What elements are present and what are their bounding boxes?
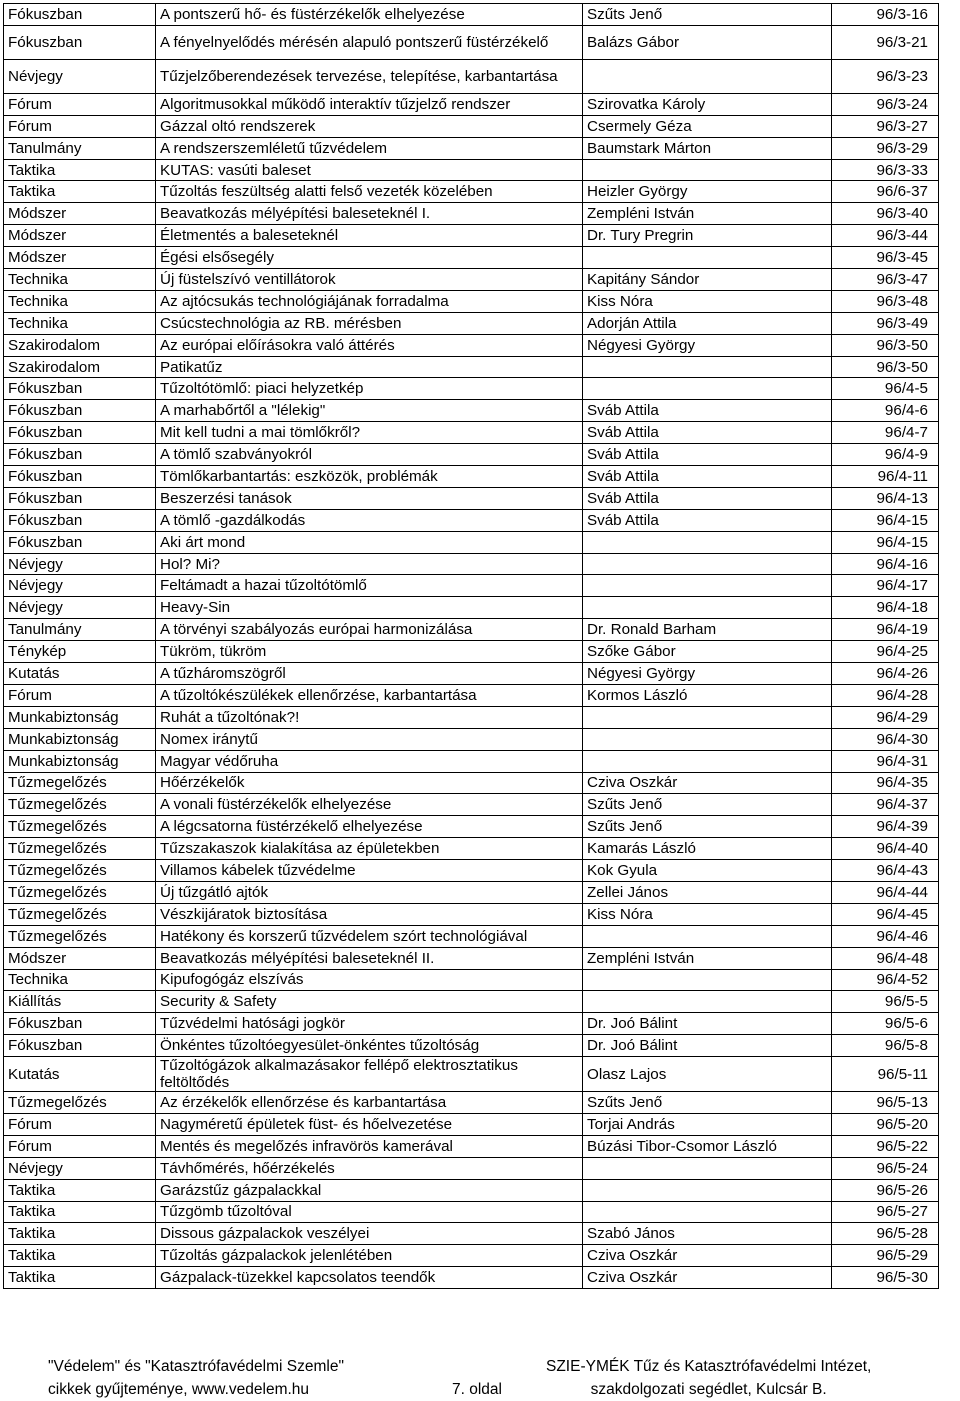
- category-cell: Névjegy: [4, 553, 156, 575]
- issue-cell: 96/4-28: [832, 684, 939, 706]
- title-cell: Égési elsősegély: [156, 247, 583, 269]
- issue-cell: 96/3-49: [832, 312, 939, 334]
- table-row: [4, 1035, 939, 1057]
- issue-cell: 96/4-16: [832, 553, 939, 575]
- category-cell: Taktika: [4, 159, 156, 181]
- category-cell: Fókuszban: [4, 487, 156, 509]
- author-cell: [583, 991, 832, 1013]
- table-row: [4, 1092, 939, 1114]
- table-row: [4, 422, 939, 444]
- author-cell: [583, 59, 832, 93]
- title-cell: Gázpalack-tüzekkel kapcsolatos teendők: [156, 1267, 583, 1289]
- author-cell: Cziva Oszkár: [583, 1267, 832, 1289]
- author-cell: [583, 706, 832, 728]
- issue-cell: 96/4-35: [832, 772, 939, 794]
- title-cell: Mit kell tudni a mai tömlőkről?: [156, 422, 583, 444]
- articles-table-body: [4, 4, 939, 1289]
- title-cell: Hatékony és korszerű tűzvédelem szórt technológiával: [156, 925, 583, 947]
- title-cell: Nomex iránytű: [156, 728, 583, 750]
- table-row: [4, 794, 939, 816]
- author-cell: Sváb Attila: [583, 487, 832, 509]
- author-cell: [583, 247, 832, 269]
- category-cell: Tűzmegelőzés: [4, 794, 156, 816]
- table-row: [4, 969, 939, 991]
- issue-cell: 96/4-29: [832, 706, 939, 728]
- issue-cell: 96/4-18: [832, 597, 939, 619]
- author-cell: Adorján Attila: [583, 312, 832, 334]
- issue-cell: 96/5-5: [832, 991, 939, 1013]
- author-cell: Zellei János: [583, 881, 832, 903]
- title-cell: Vészkijáratok biztosítása: [156, 903, 583, 925]
- title-cell: Tűzoltógázok alkalmazásakor fellépő elektrosztatikus feltöltődés: [156, 1057, 583, 1092]
- author-cell: Szűts Jenő: [583, 794, 832, 816]
- table-row: [4, 838, 939, 860]
- category-cell: Tűzmegelőzés: [4, 881, 156, 903]
- author-cell: Zempléni István: [583, 947, 832, 969]
- issue-cell: 96/4-13: [832, 487, 939, 509]
- issue-cell: 96/3-23: [832, 59, 939, 93]
- table-row: [4, 1223, 939, 1245]
- issue-cell: 96/3-27: [832, 115, 939, 137]
- footer-source-line-1: "Védelem" és "Katasztrófavédelmi Szemle": [48, 1358, 344, 1375]
- author-cell: [583, 925, 832, 947]
- issue-cell: 96/3-24: [832, 93, 939, 115]
- table-row: [4, 728, 939, 750]
- category-cell: Tűzmegelőzés: [4, 925, 156, 947]
- author-cell: Szőke Gábor: [583, 641, 832, 663]
- title-cell: A pontszerű hő- és füstérzékelők elhelyezése: [156, 4, 583, 26]
- issue-cell: 96/4-9: [832, 444, 939, 466]
- issue-cell: 96/3-48: [832, 290, 939, 312]
- table-row: [4, 1057, 939, 1092]
- author-cell: [583, 1179, 832, 1201]
- author-cell: [583, 553, 832, 575]
- title-cell: Beszerzési tanások: [156, 487, 583, 509]
- title-cell: Tűzoltás gázpalackok jelenlétében: [156, 1245, 583, 1267]
- issue-cell: 96/4-48: [832, 947, 939, 969]
- table-row: [4, 334, 939, 356]
- table-row: [4, 115, 939, 137]
- table-row: [4, 860, 939, 882]
- table-row: [4, 1135, 939, 1157]
- title-cell: Algoritmusokkal működő interaktív tűzjelző rendszer: [156, 93, 583, 115]
- issue-cell: 96/5-11: [832, 1057, 939, 1092]
- author-cell: Sváb Attila: [583, 422, 832, 444]
- title-cell: A tömlő -gazdálkodás: [156, 509, 583, 531]
- table-row: [4, 225, 939, 247]
- issue-cell: 96/5-28: [832, 1223, 939, 1245]
- author-cell: Csermely Géza: [583, 115, 832, 137]
- table-row: [4, 509, 939, 531]
- title-cell: Patikatűz: [156, 356, 583, 378]
- table-row: [4, 4, 939, 26]
- title-cell: Gázzal oltó rendszerek: [156, 115, 583, 137]
- author-cell: [583, 575, 832, 597]
- title-cell: Aki árt mond: [156, 531, 583, 553]
- category-cell: Módszer: [4, 947, 156, 969]
- issue-cell: 96/4-26: [832, 663, 939, 685]
- issue-cell: 96/4-43: [832, 860, 939, 882]
- issue-cell: 96/4-7: [832, 422, 939, 444]
- issue-cell: 96/4-17: [832, 575, 939, 597]
- category-cell: Fókuszban: [4, 378, 156, 400]
- category-cell: Kutatás: [4, 1057, 156, 1092]
- author-cell: Sváb Attila: [583, 466, 832, 488]
- author-cell: Kormos László: [583, 684, 832, 706]
- table-row: [4, 137, 939, 159]
- title-cell: Életmentés a baleseteknél: [156, 225, 583, 247]
- author-cell: Heizler György: [583, 181, 832, 203]
- issue-cell: 96/4-5: [832, 378, 939, 400]
- issue-cell: 96/5-8: [832, 1035, 939, 1057]
- author-cell: Cziva Oszkár: [583, 1245, 832, 1267]
- issue-cell: 96/4-6: [832, 400, 939, 422]
- title-cell: Nagyméretű épületek füst- és hőelvezetése: [156, 1113, 583, 1135]
- issue-cell: 96/3-50: [832, 356, 939, 378]
- category-cell: Kiállítás: [4, 991, 156, 1013]
- issue-cell: 96/4-39: [832, 816, 939, 838]
- title-cell: Az európai előírásokra való áttérés: [156, 334, 583, 356]
- title-cell: Tűzoltás feszültség alatti felső vezeték közelében: [156, 181, 583, 203]
- table-row: [4, 772, 939, 794]
- title-cell: Új tűzgátló ajtók: [156, 881, 583, 903]
- issue-cell: 96/3-50: [832, 334, 939, 356]
- table-row: [4, 1245, 939, 1267]
- author-cell: Kiss Nóra: [583, 290, 832, 312]
- category-cell: Tűzmegelőzés: [4, 816, 156, 838]
- author-cell: Dr. Ronald Barham: [583, 619, 832, 641]
- category-cell: Névjegy: [4, 1157, 156, 1179]
- category-cell: Taktika: [4, 1179, 156, 1201]
- title-cell: Magyar védőruha: [156, 750, 583, 772]
- issue-cell: 96/3-16: [832, 4, 939, 26]
- category-cell: Tűzmegelőzés: [4, 1092, 156, 1114]
- title-cell: Tűzoltótömlő: piaci helyzetkép: [156, 378, 583, 400]
- issue-cell: 96/5-26: [832, 1179, 939, 1201]
- issue-cell: 96/4-37: [832, 794, 939, 816]
- table-row: [4, 1179, 939, 1201]
- category-cell: Fókuszban: [4, 531, 156, 553]
- author-cell: Búzási Tibor-Csomor László: [583, 1135, 832, 1157]
- author-cell: [583, 356, 832, 378]
- category-cell: Technika: [4, 969, 156, 991]
- issue-cell: 96/4-44: [832, 881, 939, 903]
- table-row: [4, 750, 939, 772]
- table-row: [4, 356, 939, 378]
- category-cell: Technika: [4, 312, 156, 334]
- table-row: [4, 947, 939, 969]
- issue-cell: 96/3-47: [832, 269, 939, 291]
- table-row: [4, 575, 939, 597]
- author-cell: Dr. Tury Pregrin: [583, 225, 832, 247]
- author-cell: Szirovatka Károly: [583, 93, 832, 115]
- category-cell: Munkabiztonság: [4, 728, 156, 750]
- title-cell: Beavatkozás mélyépítési baleseteknél I.: [156, 203, 583, 225]
- category-cell: Fórum: [4, 684, 156, 706]
- table-row: [4, 706, 939, 728]
- category-cell: Fókuszban: [4, 1035, 156, 1057]
- title-cell: Villamos kábelek tűzvédelme: [156, 860, 583, 882]
- table-row: [4, 312, 939, 334]
- title-cell: Heavy-Sin: [156, 597, 583, 619]
- category-cell: Fórum: [4, 93, 156, 115]
- table-row: [4, 1201, 939, 1223]
- category-cell: Fórum: [4, 1113, 156, 1135]
- title-cell: Tűzgömb tűzoltóval: [156, 1201, 583, 1223]
- category-cell: Taktika: [4, 1223, 156, 1245]
- issue-cell: 96/4-15: [832, 531, 939, 553]
- issue-cell: 96/4-30: [832, 728, 939, 750]
- category-cell: Szakirodalom: [4, 356, 156, 378]
- table-row: [4, 619, 939, 641]
- title-cell: Garázstűz gázpalackkal: [156, 1179, 583, 1201]
- table-row: [4, 59, 939, 93]
- table-row: [4, 881, 939, 903]
- category-cell: Fókuszban: [4, 509, 156, 531]
- author-cell: [583, 531, 832, 553]
- table-row: [4, 597, 939, 619]
- category-cell: Kutatás: [4, 663, 156, 685]
- title-cell: Az érzékelők ellenőrzése és karbantartása: [156, 1092, 583, 1114]
- title-cell: Tűzjelzőberendezések tervezése, telepítése, karbantartása: [156, 59, 583, 93]
- category-cell: Taktika: [4, 1201, 156, 1223]
- table-row: [4, 159, 939, 181]
- author-cell: Sváb Attila: [583, 400, 832, 422]
- table-row: [4, 487, 939, 509]
- author-cell: Szűts Jenő: [583, 4, 832, 26]
- title-cell: A vonali füstérzékelők elhelyezése: [156, 794, 583, 816]
- title-cell: A tűzoltókészülékek ellenőrzése, karbantartása: [156, 684, 583, 706]
- category-cell: Tűzmegelőzés: [4, 772, 156, 794]
- category-cell: Fókuszban: [4, 4, 156, 26]
- title-cell: Dissous gázpalackok veszélyei: [156, 1223, 583, 1245]
- author-cell: Olasz Lajos: [583, 1057, 832, 1092]
- category-cell: Szakirodalom: [4, 334, 156, 356]
- table-row: [4, 663, 939, 685]
- author-cell: [583, 728, 832, 750]
- author-cell: [583, 1157, 832, 1179]
- issue-cell: 96/4-25: [832, 641, 939, 663]
- author-cell: Baumstark Márton: [583, 137, 832, 159]
- table-row: [4, 1013, 939, 1035]
- category-cell: Tanulmány: [4, 137, 156, 159]
- title-cell: Tűzszakaszok kialakítása az épületekben: [156, 838, 583, 860]
- author-cell: [583, 1201, 832, 1223]
- category-cell: Tűzmegelőzés: [4, 838, 156, 860]
- category-cell: Tűzmegelőzés: [4, 903, 156, 925]
- footer-source-line-2: cikkek gyűjteménye, www.vedelem.hu: [48, 1381, 310, 1398]
- title-cell: Feltámadt a hazai tűzoltótömlő: [156, 575, 583, 597]
- issue-cell: 96/3-45: [832, 247, 939, 269]
- category-cell: Névjegy: [4, 575, 156, 597]
- issue-cell: 96/3-29: [832, 137, 939, 159]
- title-cell: Tűzvédelmi hatósági jogkör: [156, 1013, 583, 1035]
- issue-cell: 96/3-33: [832, 159, 939, 181]
- table-row: [4, 247, 939, 269]
- author-cell: Cziva Oszkár: [583, 772, 832, 794]
- author-cell: Dr. Joó Bálint: [583, 1013, 832, 1035]
- title-cell: A rendszerszemléletű tűzvédelem: [156, 137, 583, 159]
- author-cell: [583, 969, 832, 991]
- author-cell: Zempléni István: [583, 203, 832, 225]
- issue-cell: 96/4-40: [832, 838, 939, 860]
- category-cell: Fókuszban: [4, 1013, 156, 1035]
- table-row: [4, 181, 939, 203]
- issue-cell: 96/5-24: [832, 1157, 939, 1179]
- title-cell: KUTAS: vasúti baleset: [156, 159, 583, 181]
- category-cell: Fókuszban: [4, 444, 156, 466]
- table-row: [4, 991, 939, 1013]
- title-cell: Új füstelszívó ventillátorok: [156, 269, 583, 291]
- issue-cell: 96/4-46: [832, 925, 939, 947]
- table-row: [4, 444, 939, 466]
- footer-page-number: 7. oldal: [452, 1381, 502, 1398]
- category-cell: Névjegy: [4, 597, 156, 619]
- table-row: [4, 531, 939, 553]
- issue-cell: 96/4-31: [832, 750, 939, 772]
- title-cell: Mentés és megelőzés infravörös kamerával: [156, 1135, 583, 1157]
- table-row: [4, 684, 939, 706]
- table-row: [4, 25, 939, 59]
- category-cell: Ténykép: [4, 641, 156, 663]
- title-cell: Csúcstechnológia az RB. mérésben: [156, 312, 583, 334]
- title-cell: Az ajtócsukás technológiájának forradalma: [156, 290, 583, 312]
- category-cell: Fórum: [4, 1135, 156, 1157]
- author-cell: Dr. Joó Bálint: [583, 1035, 832, 1057]
- footer-source: [48, 1355, 344, 1401]
- issue-cell: 96/3-21: [832, 25, 939, 59]
- title-cell: A tűzháromszögről: [156, 663, 583, 685]
- author-cell: [583, 750, 832, 772]
- issue-cell: 96/5-27: [832, 1201, 939, 1223]
- footer-institute-line-2: szakdolgozati segédlet, Kulcsár B.: [590, 1381, 827, 1398]
- table-row: [4, 925, 939, 947]
- category-cell: Módszer: [4, 225, 156, 247]
- table-row: [4, 641, 939, 663]
- table-row: [4, 93, 939, 115]
- author-cell: Balázs Gábor: [583, 25, 832, 59]
- table-row: [4, 553, 939, 575]
- title-cell: A törvényi szabályozás európai harmonizálása: [156, 619, 583, 641]
- title-cell: Ruhát a tűzoltónak?!: [156, 706, 583, 728]
- title-cell: Hőérzékelők: [156, 772, 583, 794]
- category-cell: Munkabiztonság: [4, 750, 156, 772]
- table-row: [4, 400, 939, 422]
- issue-cell: 96/5-29: [832, 1245, 939, 1267]
- title-cell: Hol? Mi?: [156, 553, 583, 575]
- table-row: [4, 1157, 939, 1179]
- table-row: [4, 290, 939, 312]
- issue-cell: 96/5-6: [832, 1013, 939, 1035]
- issue-cell: 96/4-52: [832, 969, 939, 991]
- category-cell: Munkabiztonság: [4, 706, 156, 728]
- table-row: [4, 903, 939, 925]
- table-row: [4, 1267, 939, 1289]
- title-cell: Tömlőkarbantartás: eszközök, problémák: [156, 466, 583, 488]
- category-cell: Taktika: [4, 1267, 156, 1289]
- category-cell: Módszer: [4, 247, 156, 269]
- category-cell: Fókuszban: [4, 400, 156, 422]
- issue-cell: 96/3-44: [832, 225, 939, 247]
- category-cell: Névjegy: [4, 59, 156, 93]
- author-cell: Sváb Attila: [583, 509, 832, 531]
- issue-cell: 96/5-13: [832, 1092, 939, 1114]
- author-cell: Szűts Jenő: [583, 816, 832, 838]
- author-cell: [583, 597, 832, 619]
- issue-cell: 96/4-11: [832, 466, 939, 488]
- author-cell: Négyesi György: [583, 663, 832, 685]
- author-cell: Szűts Jenő: [583, 1092, 832, 1114]
- issue-cell: 96/4-19: [832, 619, 939, 641]
- title-cell: A légcsatorna füstérzékelő elhelyezése: [156, 816, 583, 838]
- issue-cell: 96/4-45: [832, 903, 939, 925]
- issue-cell: 96/3-40: [832, 203, 939, 225]
- author-cell: Kapitány Sándor: [583, 269, 832, 291]
- category-cell: Módszer: [4, 203, 156, 225]
- table-row: [4, 1113, 939, 1135]
- author-cell: Torjai András: [583, 1113, 832, 1135]
- author-cell: [583, 378, 832, 400]
- title-cell: Beavatkozás mélyépítési baleseteknél II.: [156, 947, 583, 969]
- title-cell: Kipufogógáz elszívás: [156, 969, 583, 991]
- issue-cell: 96/4-15: [832, 509, 939, 531]
- author-cell: [583, 159, 832, 181]
- table-row: [4, 203, 939, 225]
- category-cell: Fókuszban: [4, 25, 156, 59]
- author-cell: Szabó János: [583, 1223, 832, 1245]
- title-cell: A tömlő szabványokról: [156, 444, 583, 466]
- title-cell: Security & Safety: [156, 991, 583, 1013]
- category-cell: Fókuszban: [4, 422, 156, 444]
- category-cell: Taktika: [4, 1245, 156, 1267]
- issue-cell: 96/5-20: [832, 1113, 939, 1135]
- issue-cell: 96/5-30: [832, 1267, 939, 1289]
- title-cell: Önkéntes tűzoltóegyesület-önkéntes tűzoltóság: [156, 1035, 583, 1057]
- category-cell: Technika: [4, 269, 156, 291]
- category-cell: Tűzmegelőzés: [4, 860, 156, 882]
- articles-table: [3, 3, 939, 1289]
- issue-cell: 96/6-37: [832, 181, 939, 203]
- footer-institute-line-1: SZIE-YMÉK Tűz és Katasztrófavédelmi Intézet,: [546, 1358, 872, 1375]
- category-cell: Tanulmány: [4, 619, 156, 641]
- title-cell: Tükröm, tükröm: [156, 641, 583, 663]
- table-row: [4, 816, 939, 838]
- category-cell: Fókuszban: [4, 466, 156, 488]
- category-cell: Fórum: [4, 115, 156, 137]
- author-cell: Sváb Attila: [583, 444, 832, 466]
- title-cell: A marhabőrtől a "lélekig": [156, 400, 583, 422]
- table-row: [4, 378, 939, 400]
- category-cell: Technika: [4, 290, 156, 312]
- table-row: [4, 466, 939, 488]
- author-cell: Kamarás László: [583, 838, 832, 860]
- table-row: [4, 269, 939, 291]
- issue-cell: 96/5-22: [832, 1135, 939, 1157]
- title-cell: A fényelnyelődés mérésén alapuló pontszerű füstérzékelő: [156, 25, 583, 59]
- title-cell: Távhőmérés, hőérzékelés: [156, 1157, 583, 1179]
- author-cell: Kiss Nóra: [583, 903, 832, 925]
- author-cell: Négyesi György: [583, 334, 832, 356]
- category-cell: Taktika: [4, 181, 156, 203]
- author-cell: Kok Gyula: [583, 860, 832, 882]
- footer-institute: [546, 1355, 871, 1401]
